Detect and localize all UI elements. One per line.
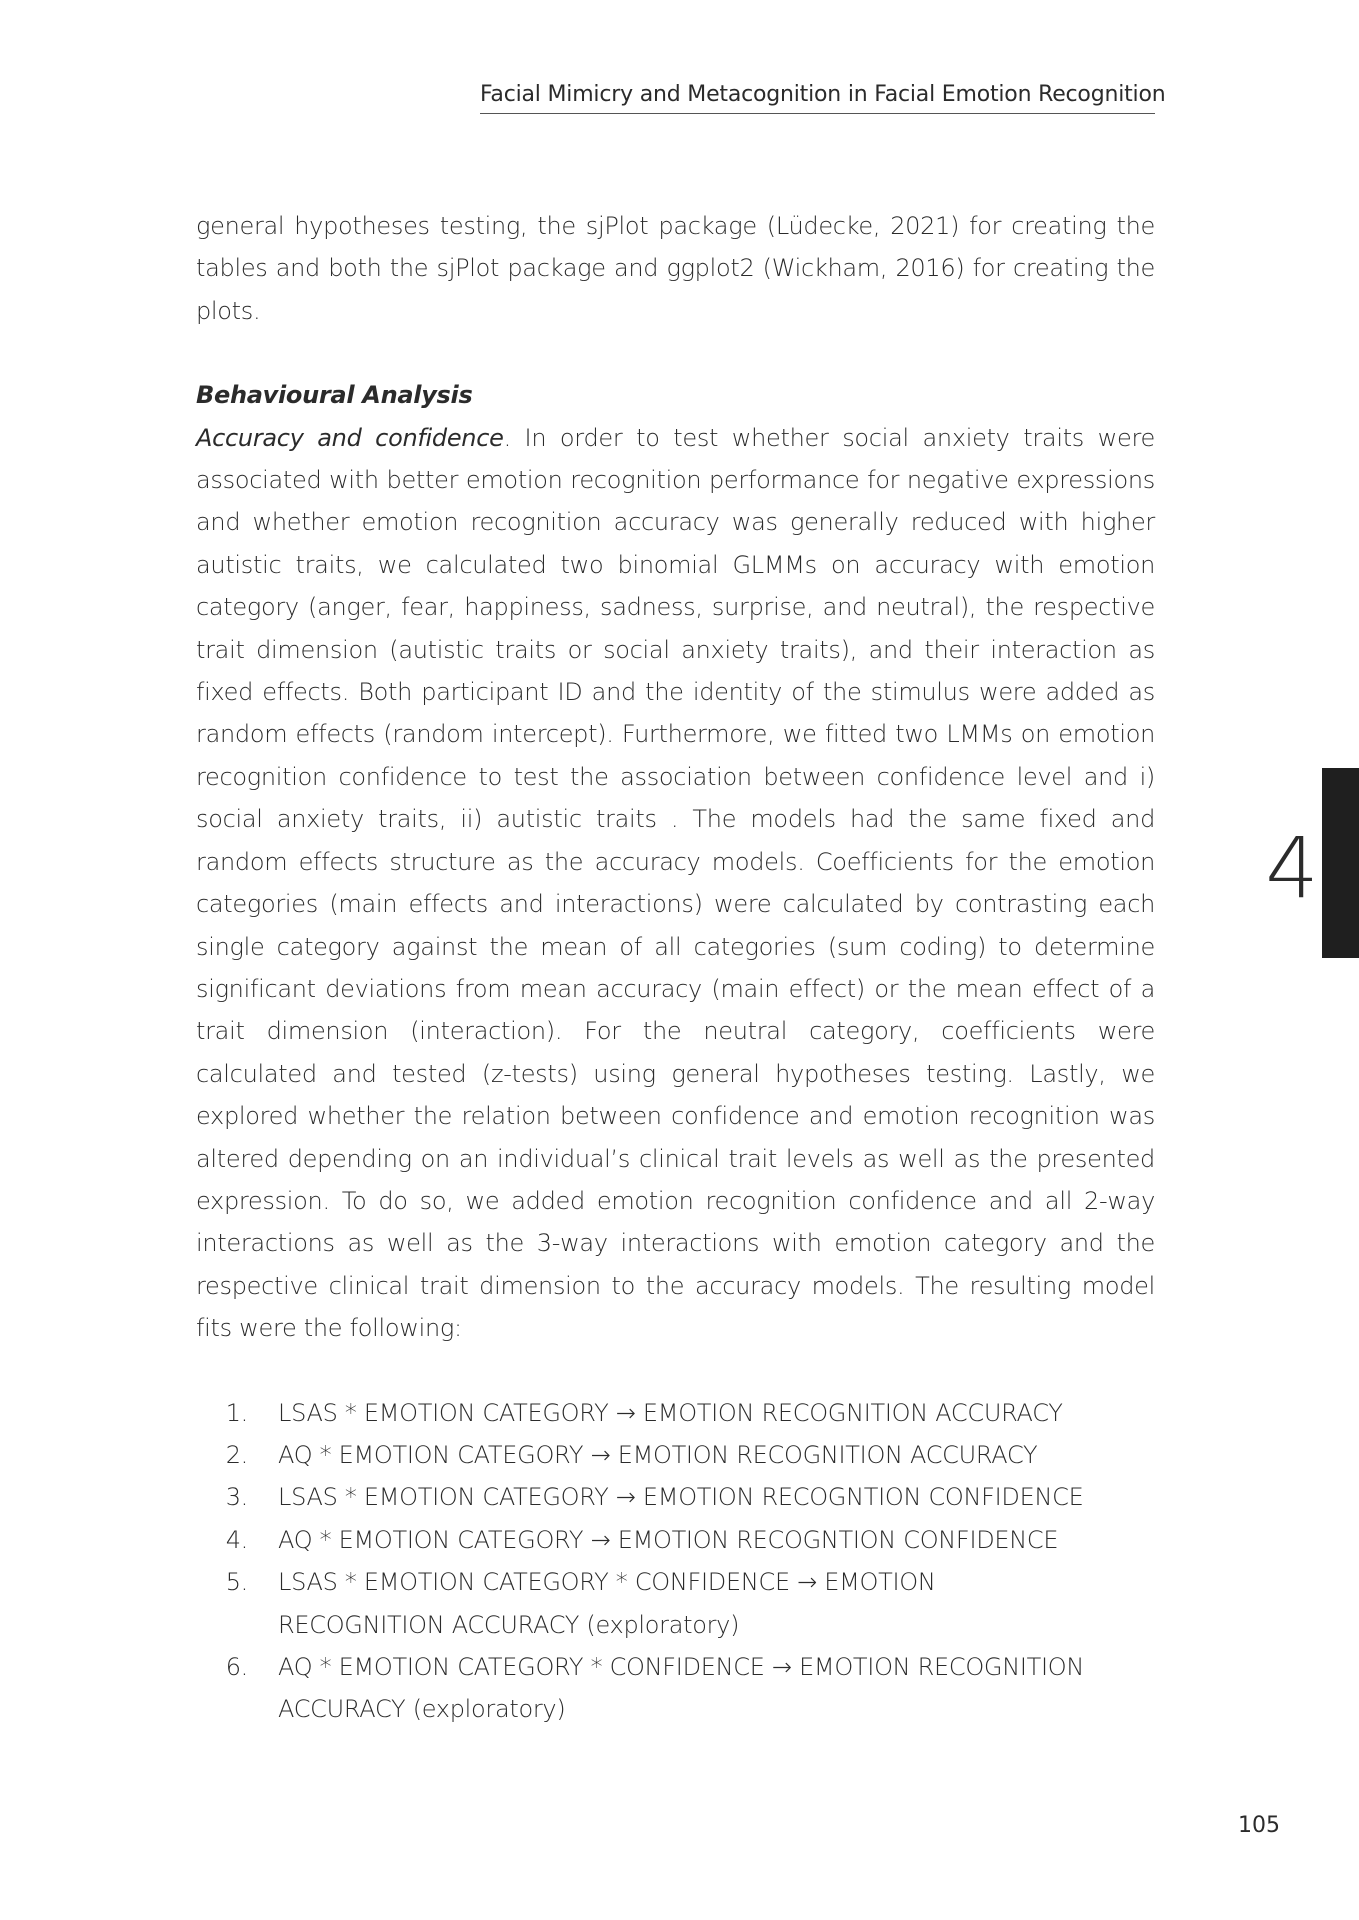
list-item-number: 6. [225, 1653, 248, 1681]
section-paragraph [196, 417, 1155, 1350]
list-item [196, 1561, 1155, 1646]
list-item-number: 2. [225, 1440, 248, 1469]
list-item [196, 1476, 1155, 1518]
list-item-text: LSAS * EMOTION CATEGORY * CONFIDENCE → EMOTION RECOGNITION ACCURACY (exploratory) [278, 1568, 936, 1639]
list-item [196, 1434, 1155, 1476]
list-item-text: AQ * EMOTION CATEGORY → EMOTION RECOGNITION ACCURACY [278, 1440, 1038, 1469]
section-paragraph-text: . In order to test whether social anxiety traits were associated with better emotion recognition performance for negative expressions and whether emotion recognition accuracy was generally reduced with higher autistic traits, we calculated two binomial GLMMs on accuracy with emotion category (anger, fear, happiness, sadness, surprise, and neutral), the respective trait dimension (autistic traits or social anxiety traits), and their interaction as fixed effects. Both participant ID and the identity of the stimulus were added as random effects (random intercept). Furthermore, we fitted two LMMs on emotion recognition confidence to test the association between confidence level and i) social anxiety traits, ii) autistic traits . The models had the same fixed and random effects structure as the accuracy models. Coefficients for the emotion categories (main effects and interactions) were calculated by contrasting each single category against the mean of all categories (sum coding) to determine significant deviations from mean accuracy (main effect) or the mean effect of a trait dimension (interaction). For the neutral category, coefficients were calculated and tested (z-tests) using general hypotheses testing. Lastly, we explored whether the relation between confidence and emotion recognition was altered depending on an individual’s clinical trait levels as well as the presented expression. To do so, we added emotion recognition confidence and all 2-way interactions as well as the 3-way interactions with emotion category and the respective clinical trait dimension to the accuracy models. The resulting model fits were the following: [196, 423, 1155, 1343]
chapter-number: 4 [1265, 819, 1319, 917]
chapter-tab [1322, 768, 1359, 958]
list-item [196, 1392, 1155, 1434]
page-number: 105 [1238, 1813, 1280, 1838]
list-item [196, 1519, 1155, 1561]
list-item-text: AQ * EMOTION CATEGORY → EMOTION RECOGNTION CONFIDENCE [278, 1525, 1059, 1554]
list-item-text: AQ * EMOTION CATEGORY * CONFIDENCE → EMOTION RECOGNITION ACCURACY (exploratory) [278, 1653, 1085, 1724]
subheading: Accuracy and confidence [196, 423, 504, 452]
list-item-number: 1. [225, 1398, 248, 1427]
list-item [196, 1646, 1155, 1731]
intro-paragraph: general hypotheses testing, the sjPlot package (Lüdecke, 2021) for creating the tables and both the sjPlot package and ggplot2 (Wickham, 2016) for creating the plots. [196, 212, 1155, 325]
paragraph-gap [196, 332, 1155, 374]
list-item-number: 5. [225, 1568, 248, 1597]
section-heading: Behavioural Analysis [196, 381, 473, 410]
list-item-number: 3. [225, 1483, 248, 1512]
list-item-number: 4. [225, 1525, 248, 1554]
list-item-text: LSAS * EMOTION CATEGORY → EMOTION RECOGNTION CONFIDENCE [278, 1483, 1084, 1512]
model-list [196, 1392, 1155, 1731]
main-body [196, 205, 1155, 1731]
list-item-text: LSAS * EMOTION CATEGORY → EMOTION RECOGNITION ACCURACY [278, 1398, 1063, 1427]
running-header: Facial Mimicry and Metacognition in Facial Emotion Recognition [480, 82, 1155, 114]
